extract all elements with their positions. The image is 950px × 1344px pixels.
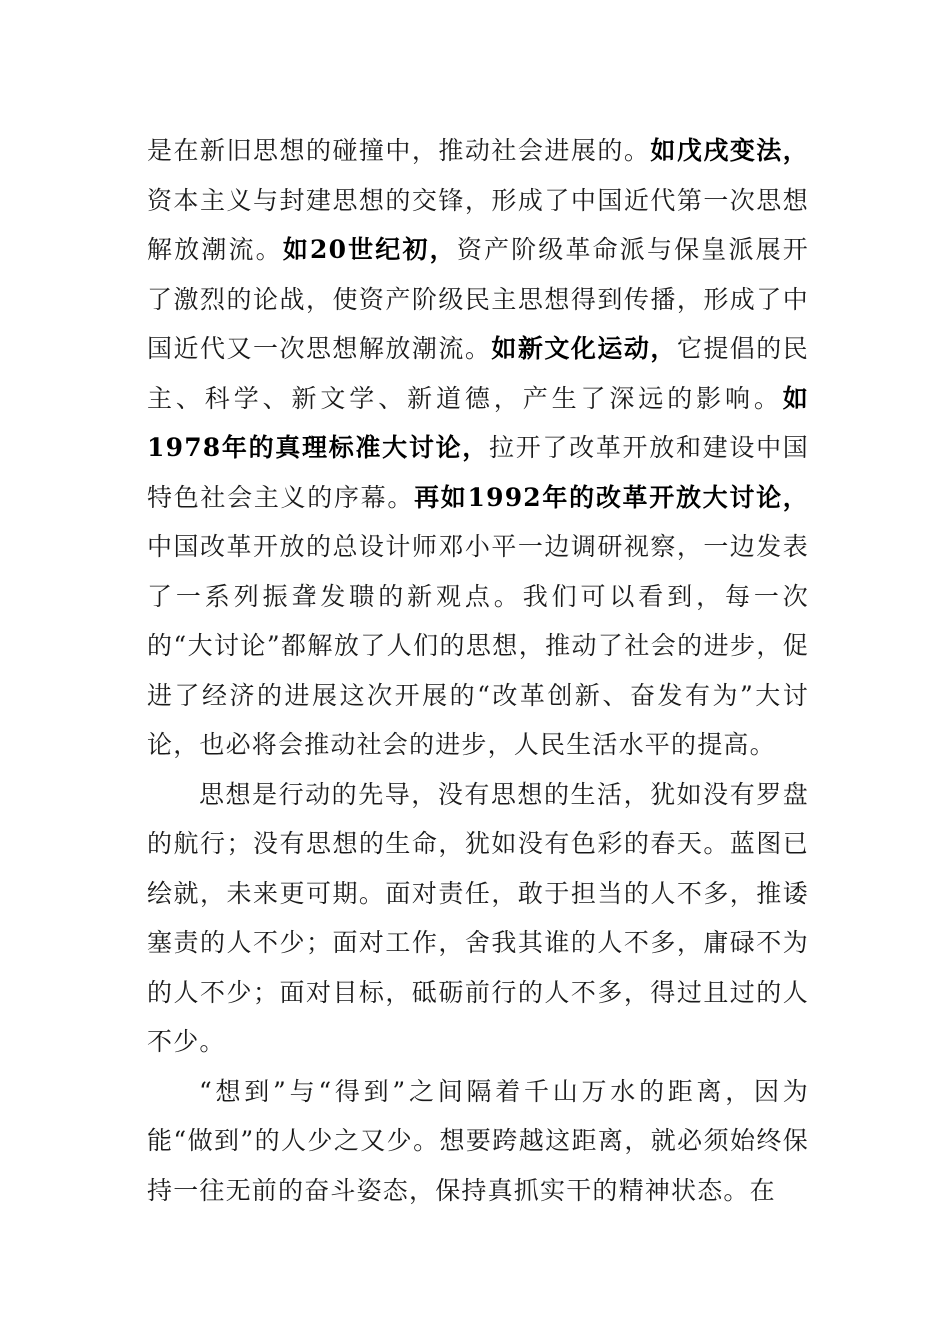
bold-text-run: 如戊戌变法， — [650, 136, 809, 165]
text-run: “想到”与“得到”之间隔着千山万水的距离，因为能“做到”的人少之又少。想要跨越这距离，就必须始终保持一往无前的奋斗姿态，保持真抓实干的精神状态。在 — [147, 1076, 809, 1205]
bold-text-run: 如新文化运动， — [491, 334, 677, 363]
document-page — [147, 126, 809, 1215]
text-run: 是在新旧思想的碰撞中，推动社会进展的。 — [147, 136, 651, 165]
text-run: 中国改革开放的总设计师邓小平一边调研视察，一边发表了一系列振聋发聩的新观点。我们可以看到，每一次的“大讨论”都解放了人们的思想，推动了社会的进步，促进了经济的进展这次开展的“改革创新、奋发有为”大讨论，也必将会推动社会的进步，人民生活水平的提高。 — [147, 532, 809, 759]
paragraph-3 — [147, 1067, 809, 1216]
text-run: 拉开了改革开放和建设中国特色社会主义的序幕。 — [147, 433, 809, 512]
text-run: 资产阶级革命派与保皇派展开了激烈的论战，使资产阶级民主思想得到传播，形成了中国近代又一次思想解放潮流。 — [147, 235, 809, 363]
paragraph-1 — [147, 126, 809, 770]
bold-text-run: 再如1992年的改革开放大讨论， — [414, 482, 809, 512]
bold-text-run: 如1978年的真理标准大讨论， — [147, 383, 809, 462]
bold-text-run: 如20世纪初， — [282, 235, 457, 264]
text-run: 资本主义与封建思想的交锋，形成了中国近代第一次思想解放潮流。 — [147, 185, 809, 264]
text-run: 思想是行动的先导，没有思想的生活，犹如没有罗盘的航行；没有思想的生命，犹如没有色彩的春天。蓝图已绘就，未来更可期。面对责任，敢于担当的人不多，推诿塞责的人不少；面对工作，舍我其谁的人不多，庸碌不为的人不少；面对目标，砥砺前行的人不多，得过且过的人不少。 — [147, 779, 809, 1056]
paragraph-2 — [147, 770, 809, 1067]
text-run: 它提倡的民主、科学、新文学、新道德，产生了深远的影响。 — [147, 334, 809, 413]
